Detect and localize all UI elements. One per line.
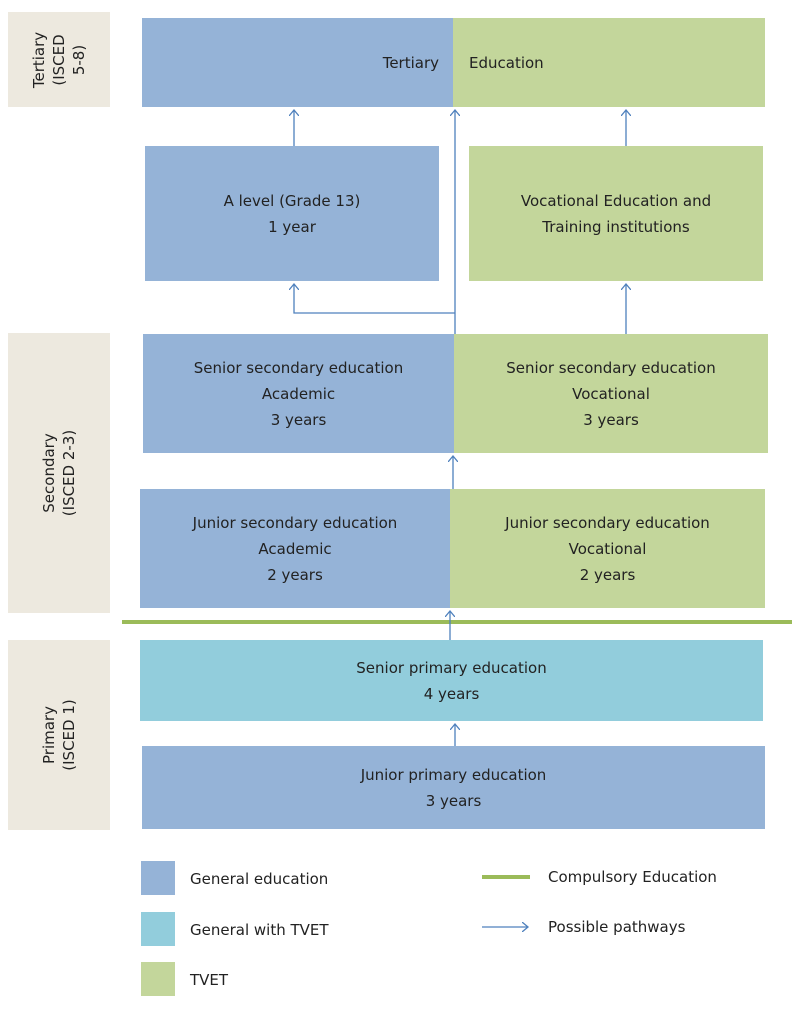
legend-pathways-text: Possible pathways	[548, 918, 686, 936]
tertiary-right-text: Education	[469, 53, 544, 72]
tertiary-left-text: Tertiary	[382, 53, 439, 72]
jsv-line1: Junior secondary education	[505, 513, 710, 532]
legend-tvet-text: TVET	[190, 971, 229, 989]
ssv-line2: Vocational	[572, 384, 650, 403]
legend-compulsory-text: Compulsory Education	[548, 868, 717, 886]
level-tertiary-line3: 5-8)	[70, 44, 88, 75]
level-secondary-line1: Secondary	[40, 433, 58, 513]
ssv-line3: 3 years	[583, 410, 639, 429]
ssa-line2: Academic	[261, 384, 336, 403]
legend-general-tvet-text: General with TVET	[190, 921, 329, 939]
legend-tvet-swatch	[141, 962, 175, 996]
legend-general-tvet-swatch	[141, 912, 175, 946]
pathway-arrow-ss-alevel	[294, 284, 455, 313]
jsv-line3: 2 years	[579, 565, 636, 584]
vet-line1: Vocational Education and	[520, 191, 712, 210]
legend-general-swatch	[141, 861, 175, 895]
jsa-line2: Academic	[258, 539, 332, 558]
jp-line2: 3 years	[425, 791, 482, 810]
jp-line1: Junior primary education	[360, 765, 547, 784]
ssa-line1: Senior secondary education	[193, 358, 404, 377]
a-level-line1: A level (Grade 13)	[223, 191, 361, 210]
level-tertiary-line1: Tertiary	[30, 31, 48, 88]
level-tertiary-line2: (ISCED	[50, 33, 68, 86]
jsa-line1: Junior secondary education	[192, 513, 398, 532]
legend-general-text: General education	[190, 870, 329, 888]
ssv-line1: Senior secondary education	[506, 358, 716, 377]
sp-line1: Senior primary education	[356, 658, 547, 677]
sp-line2: 4 years	[423, 684, 480, 703]
ssa-line3: 3 years	[270, 410, 327, 429]
jsv-line2: Vocational	[568, 539, 647, 558]
level-secondary-line2: (ISCED 2-3)	[60, 429, 78, 517]
vet-line2: Training institutions	[542, 217, 690, 236]
level-primary-line1: Primary	[40, 706, 58, 764]
a-level-line2: 1 year	[268, 217, 316, 236]
jsa-line3: 2 years	[267, 565, 323, 584]
level-primary-line2: (ISCED 1)	[60, 699, 78, 771]
